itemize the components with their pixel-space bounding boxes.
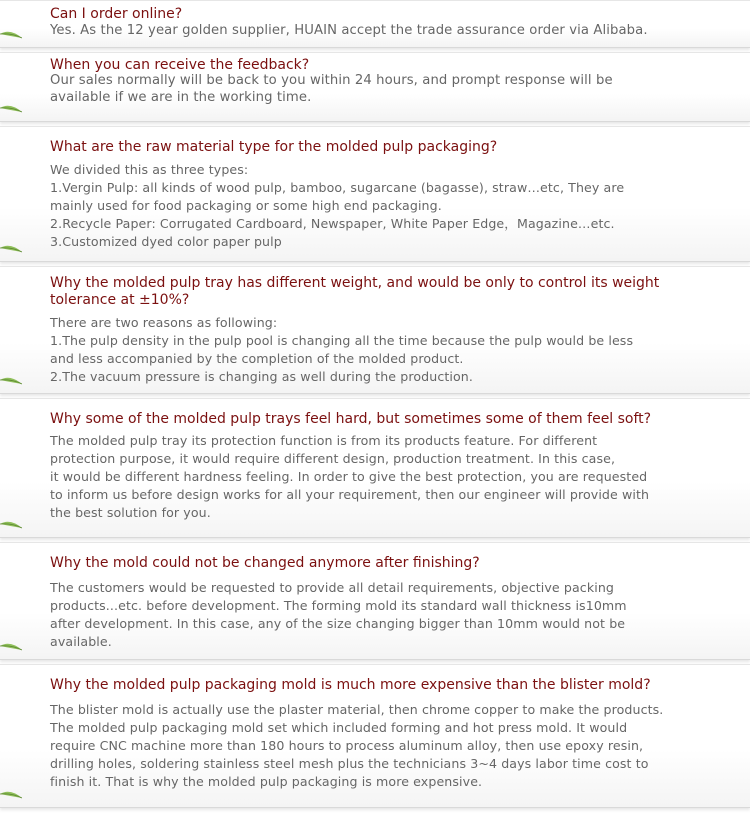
- faq-item: [0, 398, 750, 538]
- faq-question: Why some of the molded pulp trays feel hard, but sometimes some of them feel soft?: [50, 411, 652, 427]
- faq-answer: Yes. As the 12 year golden supplier, HUAIN accept the trade assurance order via Alibaba.: [50, 23, 648, 38]
- leaf-icon: [0, 784, 22, 802]
- faq-question: Why the molded pulp tray has different weight, and would be only to control its weight tolerance at ±10%?: [50, 275, 660, 308]
- faq-question: Can I order online?: [50, 6, 183, 22]
- faq-item: [0, 52, 750, 122]
- faq-item: [0, 0, 750, 48]
- faq-answer: We divided this as three types: 1.Vergin Pulp: all kinds of wood pulp, bamboo, sugarcane (bagasse), straw…etc, They are mainly used for food packaging or some high end packaging. 2.Recycle Paper: Corrugated Cardboard, Newspaper, White Paper Edge，Magazine…etc. 3.Customized dyed color paper pulp: [50, 162, 625, 249]
- faq-question: Why the molded pulp packaging mold is much more expensive than the blister mold?: [50, 677, 651, 693]
- faq-item: [0, 126, 750, 262]
- leaf-icon: [0, 636, 22, 654]
- faq-answer: Our sales normally will be back to you within 24 hours, and prompt response will be available if we are in the working time.: [50, 73, 613, 105]
- faq-answer: There are two reasons as following: 1.The pulp density in the pulp pool is changing all the time because the pulp would be less and less accompanied by the completion of the molded product. 2.The vacuum pressure is changing as well during the production.: [50, 315, 634, 384]
- faq-question: What are the raw material type for the molded pulp packaging?: [50, 139, 498, 155]
- leaf-icon: [0, 514, 22, 532]
- faq-question: Why the mold could not be changed anymore after finishing?: [50, 555, 480, 571]
- leaf-icon: [0, 98, 22, 116]
- leaf-icon: [0, 370, 22, 388]
- faq-answer: The customers would be requested to provide all detail requirements, objective packing products...etc. before development. The forming mold its standard wall thickness is10mm after development. In this case, any of the size changing bigger than 10mm would not be available.: [50, 580, 627, 649]
- faq-item: [0, 266, 750, 394]
- faq-question: When you can receive the feedback?: [50, 57, 310, 73]
- faq-item: [0, 664, 750, 808]
- faq-answer: The blister mold is actually use the plaster material, then chrome copper to make the products. The molded pulp packaging mold set which included forming and hot press mold. It would require CNC machine more than 180 hours to process aluminum alloy, then use epoxy resin, drilling holes, soldering stainless steel mesh plus the technicians 3~4 days labor time cost to finish it. That is why the molded pulp packaging is more expensive.: [50, 702, 664, 789]
- leaf-icon: [0, 24, 22, 42]
- leaf-icon: [0, 238, 22, 256]
- faq-answer: The molded pulp tray its protection function is from its products feature. For different protection purpose, it would require different design, production treatment. In this case, it would be different hardness feeling. In order to give the best protection, you are requested to inform us before design works for all your requirement, then our engineer will provide with the best solution for you.: [50, 433, 650, 520]
- faq-item: [0, 542, 750, 660]
